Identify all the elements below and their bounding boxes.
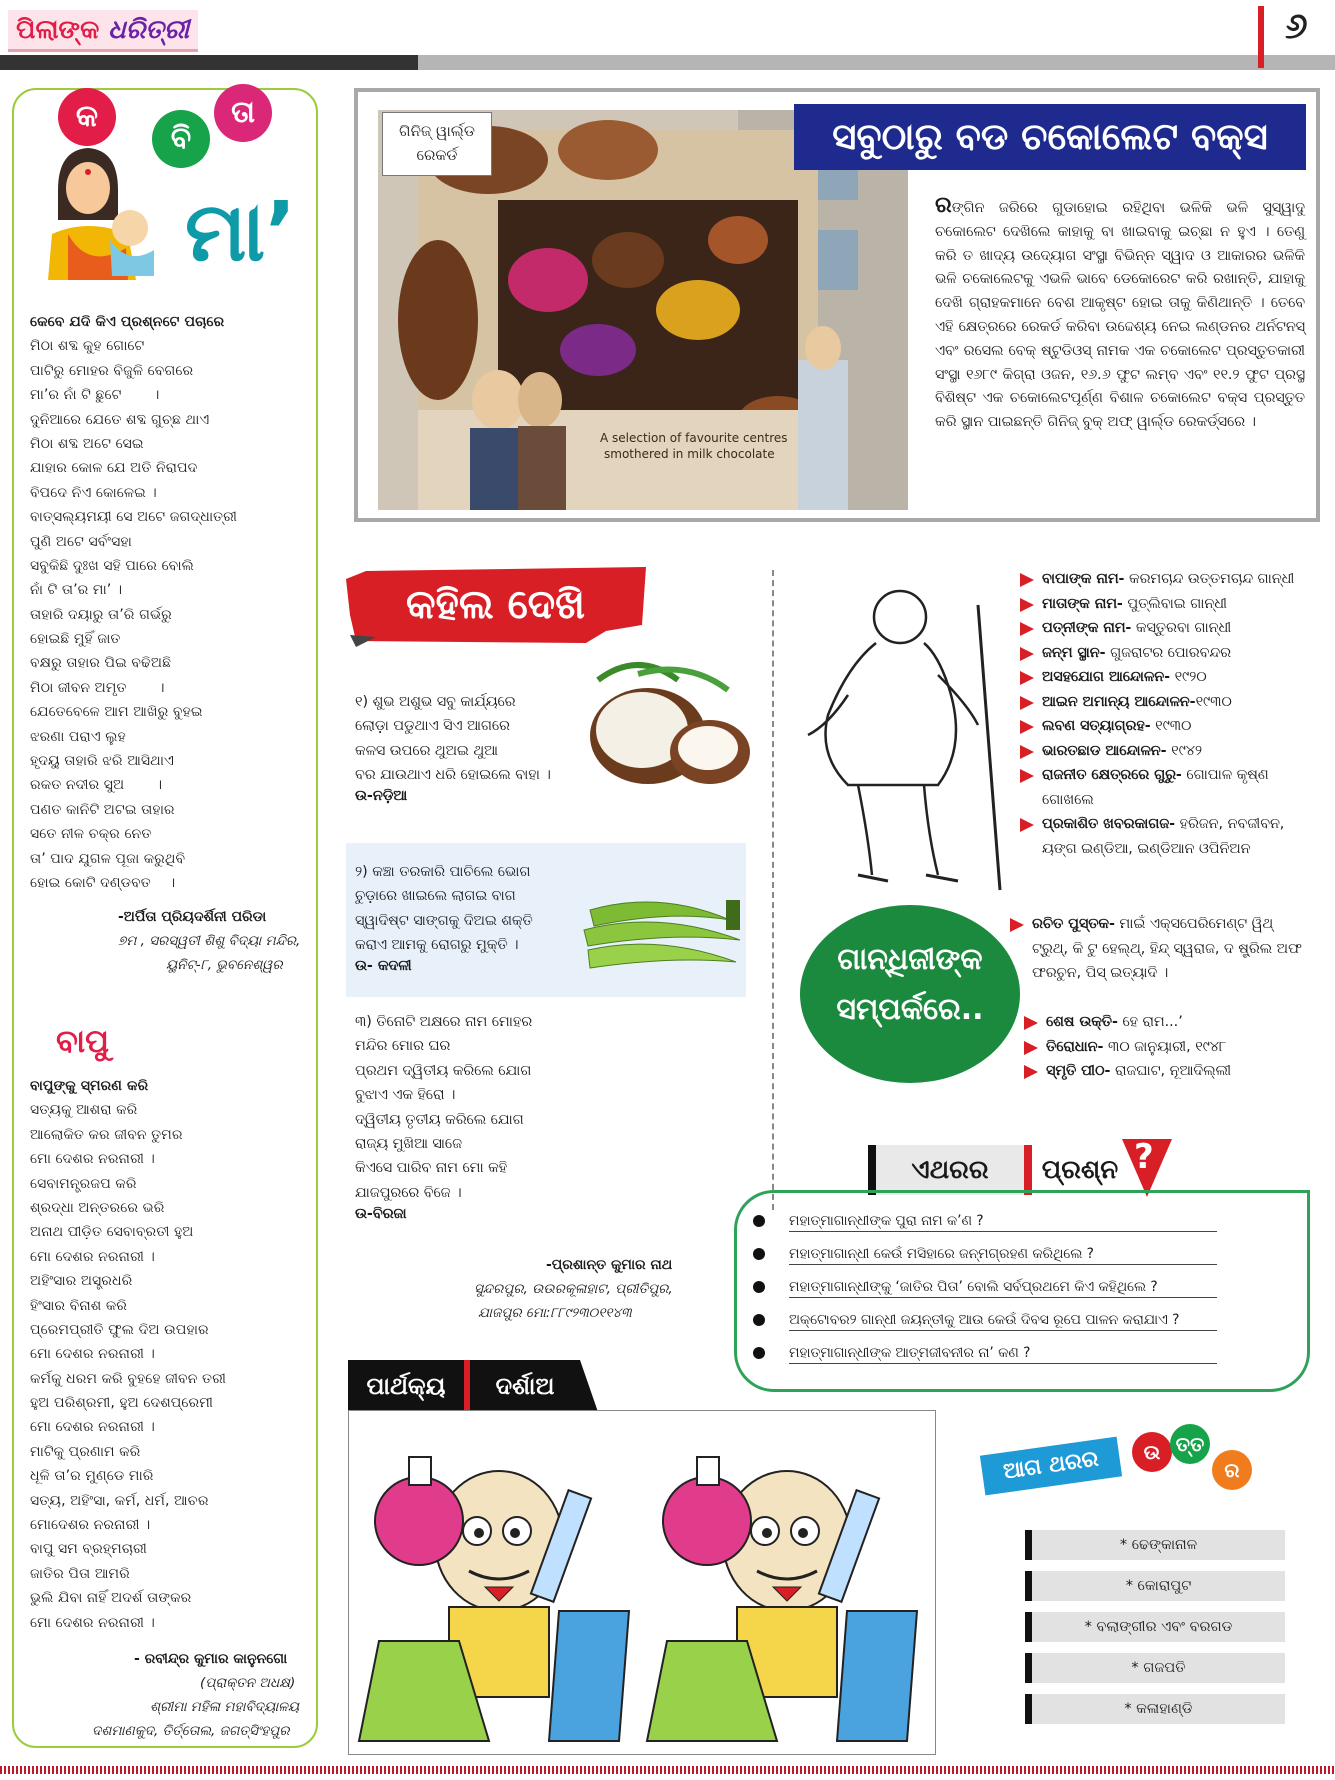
gandhi-circle-line-1: ଗାନ୍ଧିଜୀଙ୍କ xyxy=(837,942,983,977)
gandhi-fact-label: ଭାରତଛାଡ ଆନ୍ଦୋଳନ- xyxy=(1042,742,1167,759)
poem-bapu-body xyxy=(30,1074,226,1635)
poem-ma-line: ମିଠା ଜୀବନ ଅମୃତ । xyxy=(30,679,165,696)
bullet-icon xyxy=(753,1314,765,1326)
poem-ma-body xyxy=(30,310,237,895)
gandhi-fact-value: ଗୋପାଳ କୃଷ୍ଣ ଗୋଖଲେ xyxy=(1042,767,1269,808)
red-arrow-icon xyxy=(1020,622,1034,636)
riddle-3 xyxy=(355,1010,532,1205)
poem-ma-line: କେବେ ଯଦି କିଏ ପ୍ରଶ୍ନଟେ ପଚାରେ xyxy=(30,314,225,330)
poem-ma-line: ତାହାରି ଦୟାରୁ ତା’ରି ଗର୍ଭରୁ xyxy=(30,606,172,623)
scientist-illustrations xyxy=(349,1411,937,1756)
gandhi-fact-value: ୧୯୩୦ xyxy=(1195,693,1232,710)
poem-bapu-line: ଶ୍ରଦ୍ଧା ଅନ୍ତରରେ ଭରି xyxy=(30,1199,165,1216)
answers-circle-2: ତ୍ତ xyxy=(1170,1424,1210,1464)
poem-bapu-line: ମୋ ଦେଶର ନରନାରୀ । xyxy=(30,1614,155,1631)
quiz-question: ଅକ୍ଟୋବର୨ ଗାନ୍ଧୀ ଜୟନ୍ତୀକୁ ଆଉ କେଉଁ ଦିବସ ରୂପେ ପାଳନ କରାଯାଏ ? xyxy=(789,1310,1217,1331)
riddle-2 xyxy=(355,860,533,958)
poem-bapu-line: ଆଲୋକିତ କର ଜୀବନ ତୁମର xyxy=(30,1126,183,1143)
answer-item: * କଳାହାଣ୍ଡି xyxy=(1025,1694,1285,1724)
gandhi-fact-item xyxy=(1024,1059,1314,1084)
gandhi-fact-item xyxy=(1020,714,1310,739)
gandhi-fact-label: ଅସହଯୋଗ ଆନ୍ଦୋଳନ- xyxy=(1042,669,1171,685)
gandhi-fact-label: ପ୍ରକାଶିତ ଖବରକାଗଜ- xyxy=(1042,816,1176,832)
poem-ma-line: ବାତ୍ସଲ୍ୟମୟୀ ସେ ଅଟେ ଜଗଦ୍ଧାତ୍ରୀ xyxy=(30,509,238,526)
red-arrow-icon xyxy=(1020,647,1034,661)
r1-line: ବର ଯାଉଥାଏ ଧରି ହୋଇଲେ ବାହା । xyxy=(355,767,551,784)
poem-bapu-author: - ରବୀନ୍ଦ୍ର କୁମାର କାନୁନଗୋ xyxy=(134,1651,288,1667)
poem-ma-line: ହୃଦୟୁ ତାହାରି ଝରି ଆସିଥାଏ xyxy=(30,753,174,770)
bullet-icon xyxy=(753,1215,765,1227)
gandhi-fact-label: ରଚିତ ପୁସ୍ତକ- xyxy=(1032,916,1115,932)
gandhi-fact-value: ହେ ରାମ...’ xyxy=(1117,1014,1183,1030)
gandhi-fact-item xyxy=(1020,665,1310,690)
gandhi-fact-value: ୩୦ ଜାନୁୟାରୀ, ୧୯୪୮ xyxy=(1103,1038,1227,1055)
guinness-tag-line-1: ଗିନିଜ୍ ୱାର୍ଲ୍ଡ xyxy=(399,122,475,140)
red-arrow-icon xyxy=(1020,720,1034,734)
riddle-banner xyxy=(346,565,650,647)
poem-ma-line: ହୋଇଛି ମୁହିଁ ଜାତ xyxy=(30,631,121,648)
quiz-question: ମହାତ୍ମାଗାନ୍ଧୀ କେଉଁ ମସିହାରେ ଜନ୍ମଗ୍ରହଣ କରିଥିଲେ ? xyxy=(789,1244,1217,1265)
gandhi-fact-value: ରାଜଘାଟ, ନୂଆଦିଲ୍ଲୀ xyxy=(1110,1063,1232,1079)
poem-bapu-line: ହିଂସାର ବିନାଶ କରି xyxy=(30,1297,128,1314)
poem-title-ma: ମା’ xyxy=(185,185,297,280)
gandhi-fact-label: ବାପାଙ୍କ ନାମ- xyxy=(1042,571,1125,587)
poem-bapu-line: ସତ୍ୟ, ଅହିଂସା, କର୍ମ, ଧର୍ମ, ଆଚର xyxy=(30,1492,209,1509)
r1-line: ୧) ଶୁଭ ଅଶୁଭ ସବୁ କାର୍ଯ୍ୟରେ xyxy=(355,694,516,710)
gandhi-fact-value: କରମଚାନ୍ଦ ଉତ୍ତମଚାନ୍ଦ ଗାନ୍ଧୀ xyxy=(1124,571,1295,587)
kabita-letter-1: କ xyxy=(58,88,116,146)
poem-bapu-line: ମୋ ଦେଶର ନରନାରୀ । xyxy=(30,1419,155,1436)
riddle-banner-text: କହିଲ ଦେଖି xyxy=(406,582,586,628)
riddle-1 xyxy=(355,690,551,788)
riddle-author-detail-1: ସୁନ୍ଦରପୁର, ଉଉରକୂଳାହାଟ, ପ୍ରୀତିପୁର, xyxy=(474,1281,673,1297)
quiz-question: ମହାତ୍ମାଗାନ୍ଧୀଙ୍କ ଆତ୍ମଜୀବନୀର ନା’ କଣ ? xyxy=(789,1343,1217,1364)
logo-part-1: ପିଲାଙ୍କ xyxy=(16,15,100,45)
r2-line: ଚୁଡ଼ାରେ ଖାଇଲେ ଲାଗଇ ବାଗ xyxy=(355,888,516,905)
r2-line: କରାଏ ଆମକୁ ରୋଗରୁ ମୁକ୍ତି । xyxy=(355,937,519,954)
r1-line: କଳସ ଉପରେ ଥୁଅଇ ଥୁଆ xyxy=(355,742,498,759)
chocolate-body-text: ଙ୍ଗିନ ଜରିରେ ଗୁଡାହୋଇ ରହିଥିବା ଭଳିକି ଭଳି ସୁସ୍ୱାଦୁ ଚକୋଲେଟ ଦେଖିଲେ କାହାକୁ ବା ଖାଇବାକୁ ଇଚ୍ଛା ନ ହୁଏ । ତେଣୁ କରି ତ ଖାଦ୍ୟ ଉଦ୍ୟୋଗ ସଂସ୍ଥା ବିଭିନ୍ନ ସ୍ୱାଦ ଓ ଆକାରର ଭଳିକି ଭଳି ଚକୋଲେଟକୁ ଏଭଳି ଭାବେ ଡେକୋରେଟ କରି ରଖାନ୍ତି, ଯାହାକୁ ଦେଖି ଗ୍ରାହକମାନେ ବେଶ ଆକୃଷ୍ଟ ହୋଇ ତାକୁ କିଣିଥାନ୍ତି । ତେବେ ଏହି କ୍ଷେତ୍ରରେ ରେକର୍ଡ କରିବା ଉଦ୍ଦେଶ୍ୟ ନେଇ ଲଣ୍ଡନର ଥର୍ନଟନସ୍ ଏବଂ ରସେଲ ବେକ୍ ଷ୍ଟୁଡିଓସ୍ ନାମକ ଏକ ଚକୋଲେଟ ପ୍ରସ୍ତୁତକାରୀ ସଂସ୍ଥା ୧୬୮୯ କିଗ୍ରା ଓଜନ, ୧୬.୬ ଫୁଟ ଲମ୍ବ ଏବଂ ୧୧.୨ ଫୁଟ ପ୍ରସ୍ଥ ବିଶିଷ୍ଟ ଏକ ଚକୋଲେଟପୂର୍ଣ୍ଣ ବିଶାଳ ଚକୋଲେଟ ବକ୍ସ ପ୍ରସ୍ତୁତ କରି ସ୍ଥାନ ପାଇଛନ୍ତି ଗିନିଜ୍ ବୁକ୍ ଅଫ୍ ୱାର୍ଲ୍ଡ ରେକର୍ଡ୍ସରେ । xyxy=(935,200,1305,431)
guinness-record-tag xyxy=(382,112,492,176)
gandhi-fact-label: ଜନ୍ମ ସ୍ଥାନ- xyxy=(1042,644,1106,661)
bullet-icon xyxy=(753,1248,765,1260)
poem-ma-line: ଝରଣା ପରାଏ ଲୁହ xyxy=(30,728,126,745)
answer-item: * କୋରାପୁଟ xyxy=(1025,1571,1285,1601)
poem-ma-line: ମିଠା ଶବ୍ଦ ଅଟେ ସେଇ xyxy=(30,435,144,452)
poem-bapu-line: ଧୂଳି ତା’ର ମୁଣ୍ଡେ ମାରି xyxy=(30,1468,154,1485)
quiz-question: ମହାତ୍ମାଗାନ୍ଧୀଙ୍କୁ ‘ଜାତିର ପିତା’ ବୋଲି ସର୍ବପ୍ରଥମେ କିଏ କହିଥିଲେ ? xyxy=(789,1277,1217,1298)
poem-ma-author-detail-2: ୟୁନିଟ୍-୮, ଭୁବନେଶ୍ୱର xyxy=(166,957,283,973)
riddle-author: -ପ୍ରଶାନ୍ତ କୁମାର ନାଥ xyxy=(546,1257,673,1273)
gandhi-fact-item xyxy=(1020,641,1310,666)
gandhi-fact-item xyxy=(1020,567,1310,592)
guinness-tag-line-2: ରେକର୍ଡ xyxy=(416,146,458,164)
gandhi-fact-item xyxy=(1020,763,1310,812)
r2-line: ସ୍ୱାଦିଷ୍ଟ ସାଙ୍ଗକୁ ଦିଅଇ ଶକ୍ତି xyxy=(355,912,533,929)
quiz-tag-right: ପ୍ରଶ୍ନ xyxy=(1032,1145,1128,1195)
poem-bapu-line: ଭୁଲି ଯିବା ନାହିଁ ଅଦର୍ଶ ତାଙ୍କର xyxy=(30,1590,192,1607)
gandhi-fact-value: ଗୁଜରାଟର ପୋରବନ୍ଦର xyxy=(1105,644,1231,661)
gandhi-fact-item xyxy=(1020,739,1310,764)
gandhi-fact-item xyxy=(1024,1010,1314,1035)
gandhi-fact-item xyxy=(1020,812,1310,861)
gandhi-fact-value: ୧୯୪୨ xyxy=(1166,742,1202,759)
gandhi-facts-bottom xyxy=(1024,1010,1314,1084)
poem-bapu-line: ବାପୁ ସମ ବ୍ରହ୍ମଚାରୀ xyxy=(30,1541,147,1558)
difference-tag-left: ପାର୍ଥକ୍ୟ xyxy=(348,1360,464,1412)
poem-ma-line: ସବୁକିଛି ଦୁଃଖ ସହି ପାରେ ବୋଲି xyxy=(30,557,194,574)
poem-bapu-author-detail-1: (ପ୍ରାକ୍ତନ ଅଧକ୍ଷ) xyxy=(200,1675,296,1691)
r3-line: ବୁଝାଏ ଏକ ହିରୋ । xyxy=(355,1087,456,1104)
red-arrow-icon xyxy=(1020,671,1034,685)
r3-line: ରାଜ୍ୟ ମୁଖିଆ ସାଜେ xyxy=(355,1135,462,1152)
poem-bapu-line: ସେବାମନ୍ତ୍ରଜପ କରି xyxy=(30,1175,137,1192)
bullet-icon xyxy=(753,1347,765,1359)
riddle-2-answer: ଉ- କଦଳୀ xyxy=(355,958,412,974)
poem-bapu-line: ସତ୍ୟକୁ ଆଶରା କରି xyxy=(30,1102,138,1119)
poem-bapu-author-detail-3: ଦଶମାଣକୁଦ, ତିର୍ତ୍ତୋଲ, ଜଗତ୍‌ସିଂହପୁର xyxy=(92,1723,290,1739)
gandhi-fact-value: ୧୯୩୦ xyxy=(1150,718,1192,734)
quiz-questions-box xyxy=(734,1190,1310,1392)
publication-logo xyxy=(8,10,198,52)
difference-tag-right: ଦର୍ଶାଅ xyxy=(495,1372,555,1400)
gandhi-fact-value: ହରିଜନ, ନବଜୀବନ, ୟଙ୍ଗ ଇଣ୍ଡିଆ, ଇଣ୍ଡିଆନ ଓପିନିଅନ xyxy=(1042,816,1285,857)
poem-ma-line: ହୋଇ କୋଟି ଦଣ୍ଡବତ । xyxy=(30,874,176,891)
poem-bapu-line: ମୋ ଦେଶର ନରନାରୀ । xyxy=(30,1346,155,1363)
gandhi-fact-item xyxy=(1010,912,1312,986)
quiz-tag-mark: ? xyxy=(1134,1137,1154,1177)
poem-bapu-line: ବାପୁଙ୍କୁ ସ୍ମରଣ କରି xyxy=(30,1078,149,1094)
spot-the-difference-panel xyxy=(348,1410,936,1755)
poem-bapu-line: ମୋ ଦେଶର ନରନାରୀ । xyxy=(30,1151,155,1168)
chocolate-headline: ସବୁଠାରୁ ବଡ ଚକୋଲେଟ ବକ୍ସ xyxy=(794,104,1306,170)
header-bar-dark xyxy=(0,55,418,70)
red-arrow-icon xyxy=(1024,1016,1038,1030)
gandhi-circle-badge xyxy=(800,905,1020,1083)
drop-cap: ର xyxy=(935,193,952,218)
poem-ma-line: ରକତ ନଦୀର ସୁଅ । xyxy=(30,777,163,794)
poem-ma-line: ତା’ ପାଦ ଯୁଗଳ ପୂଜା କରୁଥିବି xyxy=(30,850,186,867)
answer-item: * ବଲାଙ୍ଗୀର ଏବଂ ବରଗଡ xyxy=(1025,1612,1285,1642)
poem-ma-author: -ଅର୍ପିତା ପ୍ରିୟଦର୍ଶିନୀ ପରିଡା xyxy=(118,909,267,925)
gandhi-fact-item xyxy=(1024,1035,1314,1060)
chocolate-article xyxy=(354,88,1320,522)
header-red-rule xyxy=(1258,6,1264,68)
poem-bapu-line: ମୋ ଦେଶର ନରନାରୀ । xyxy=(30,1248,155,1265)
answers-tag-text: ଆଗ ଥରର xyxy=(980,1437,1122,1496)
poem-bapu-line: ପ୍ରେମପ୍ରୀତି ଫୁଲ ଦିଅ ଉପହାର xyxy=(30,1321,209,1338)
chocolate-article-body xyxy=(935,194,1305,435)
gandhi-fact-label: ଲବଣ ସତ୍ୟାଗ୍ରହ- xyxy=(1042,718,1151,734)
gandhi-fact-label: ପତ୍ନୀଙ୍କ ନାମ- xyxy=(1042,620,1132,636)
gandhi-fact-value: ମାଇଁ ଏକ୍ସପେରିମେଣ୍ଟ ୱିଥ୍ ଟ୍ରୁଥ୍, କି ଟୁ ହେଲ୍ଥ୍, ହିନ୍ଦ୍ ସ୍ୱରାଜ, ଦ ଷ୍ଟ୍ରିଲ ଅଫ ଫରଚୁନ, ପିସ୍ ଇତ୍ୟାଦି । xyxy=(1032,916,1302,981)
quiz-tag-left: ଏଥରର xyxy=(876,1145,1024,1195)
gandhi-fact-value: କସ୍ତୁରବା ଗାନ୍ଧୀ xyxy=(1131,620,1232,636)
poem-bapu-line: ଅନାଥ ପୀଡ଼ିତ ସେବାବ୍ରତୀ ହୁଅ xyxy=(30,1224,194,1241)
poem-ma-line: ବକ୍ଷରୁ ତାହାର ପିଇ ବଢିଅଛି xyxy=(30,655,172,672)
r3-line: ପ୍ରଥମ ଦ୍ୱିତୀୟ କରିଲେ ଯୋଗ xyxy=(355,1062,532,1079)
page-number: ୬ xyxy=(1285,6,1308,47)
poem-ma-line: ମା’ର ନାଁ ଟି ଛୁଟେ । xyxy=(30,387,160,404)
red-arrow-icon xyxy=(1020,598,1034,612)
riddle-3-answer: ଉ-ବିରଜା xyxy=(355,1206,407,1222)
answers-circle-3: ର xyxy=(1212,1450,1252,1490)
gandhi-books-fact xyxy=(1010,912,1312,986)
gandhi-sketch xyxy=(788,575,1014,905)
r1-line: ଲୋଡ଼ା ପଡୁଥାଏ ସିଏ ଆଗରେ xyxy=(355,718,510,735)
gandhi-fact-item xyxy=(1020,592,1310,617)
quiz-tag-rule xyxy=(868,1145,876,1195)
poem-ma-line: ଯାହାର କୋଳ ଯେ ଅତି ନିରାପଦ xyxy=(30,460,198,477)
poem-title-bapu: ବାପୁ xyxy=(56,1022,110,1060)
answer-item: * ଗଜପତି xyxy=(1025,1653,1285,1683)
kabita-letter-3: ତା xyxy=(214,84,272,142)
poem-ma-line: ମିଠା ଶବ୍ଦ କୁହ ଗୋଟେ xyxy=(30,338,145,355)
answer-item: * ଢେଙ୍କାନାଳ xyxy=(1025,1530,1285,1560)
gandhi-facts-list xyxy=(1020,567,1310,861)
bullet-icon xyxy=(753,1281,765,1293)
red-arrow-icon xyxy=(1020,769,1034,783)
poem-ma-line: ଦୁନିଆରେ ଯେତେ ଶବ୍ଦ ଗୁଚ୍ଛ ଥାଏ xyxy=(30,411,210,428)
quiz-tag-divider xyxy=(1024,1145,1032,1195)
header-bar-light xyxy=(418,55,1335,70)
masthead xyxy=(0,0,1335,70)
scientist-left xyxy=(359,1457,629,1741)
red-arrow-icon xyxy=(1020,745,1034,759)
r3-line: ୩) ତିନୋଟି ଅକ୍ଷରେ ନାମ ମୋହର xyxy=(355,1014,533,1030)
poem-bapu-line: ହୁଅ ପରିଶ୍ରମୀ, ହୁଅ ଦେଶପ୍ରେମୀ xyxy=(30,1395,213,1412)
riddle-author-detail-2: ଯାଜପୁର ମୋ:୮୮୯୨୩୦୧୧୪୩ xyxy=(478,1305,632,1321)
photo-caption-line-2: smothered in milk chocolate xyxy=(604,447,775,461)
red-arrow-icon xyxy=(1020,573,1034,587)
gandhi-fact-label: ଶେଷ ଉକ୍ତି- xyxy=(1046,1014,1118,1030)
gandhi-circle-line-2: ସମ୍ପର୍କରେ.. xyxy=(836,992,984,1027)
gandhi-fact-item xyxy=(1020,616,1310,641)
scientist-right xyxy=(647,1457,917,1741)
logo-part-2: ଧରିତ୍ରୀ xyxy=(108,15,190,45)
r3-line: କିଏସେ ପାରିବ ନାମ ମୋ କହି xyxy=(355,1160,508,1177)
poem-ma-author-detail-1: ୭ମ , ସରସ୍ୱତୀ ଶିଶୁ ବିଦ୍ୟା ମନ୍ଦିର, xyxy=(118,933,301,949)
mother-child-illustration xyxy=(28,130,168,280)
footer-rule xyxy=(0,1766,1335,1774)
photo-caption-line-1: A selection of favourite centres xyxy=(600,431,788,445)
r2-line: ୨) କଞ୍ଚା ତରକାରି ପାଚିଲେ ଭୋଗ xyxy=(355,864,531,880)
answers-circle-1: ଉ xyxy=(1132,1432,1172,1472)
gandhi-fact-value: ୧୯୨୦ xyxy=(1170,669,1207,685)
poem-bapu-line: ମୋଦେଶର ନରନାରୀ । xyxy=(30,1517,151,1534)
gandhi-fact-label: ଆଇନ ଅମାନ୍ୟ ଆନ୍ଦୋଳନ- xyxy=(1042,693,1196,710)
r3-line: ଦ୍ୱିତୀୟ ତୃତୀୟ କରିଲେ ଯୋଗ xyxy=(355,1111,524,1128)
red-arrow-icon xyxy=(1020,818,1034,832)
green-banana-image xyxy=(580,880,746,986)
r3-line: ମନ୍ଦିର ମୋର ଘର xyxy=(355,1038,451,1055)
poem-bapu-line: ମାଟିକୁ ପ୍ରଣାମ କରି xyxy=(30,1443,141,1460)
red-arrow-icon xyxy=(1010,918,1024,932)
riddle-1-answer: ଉ-ନଡ଼ିଆ xyxy=(355,788,408,804)
red-arrow-icon xyxy=(1020,696,1034,710)
poem-ma-line: ଯେତେବେଳେ ଆମ ଆଖିରୁ ବୁହଇ xyxy=(30,704,203,721)
poem-bapu-line: ଅହିଂସାର ଅସ୍ତ୍ରଧରି xyxy=(30,1273,133,1290)
red-arrow-icon xyxy=(1024,1041,1038,1055)
poem-bapu-line: ଜାତିର ପିତା ଆମରି xyxy=(30,1565,130,1582)
gandhi-fact-label: ରାଜନୀତ କ୍ଷେତ୍ରରେ ଗୁରୁ- xyxy=(1042,767,1182,783)
poem-ma-line: ପଣତ କାନିଟି ଅଟଇ ତାହାର xyxy=(30,801,175,818)
poem-ma-line: ନାଁ ଟି ତା’ର ମା’ । xyxy=(30,582,123,599)
r3-line: ଯାଜପୁରରେ ବିଜେ । xyxy=(355,1184,462,1201)
coconut-image xyxy=(578,660,754,788)
red-arrow-icon xyxy=(1024,1065,1038,1079)
gandhi-fact-label: ସ୍ମୃତି ପୀଠ- xyxy=(1046,1063,1111,1079)
poem-ma-line: ବିପଦେ ନିଏ କୋଳେଇ । xyxy=(30,484,157,501)
gandhi-fact-label: ତିରୋଧାନ- xyxy=(1046,1038,1104,1055)
poem-bapu-author-detail-2: ଶ୍ରୀମା ମହିଳା ମହାବିଦ୍ୟାଳୟ xyxy=(150,1699,300,1715)
gandhi-fact-label: ମାତାଙ୍କ ନାମ- xyxy=(1042,595,1123,612)
gandhi-fact-item xyxy=(1020,690,1310,715)
poem-ma-line: ପାଟିରୁ ମୋହର ବିଜୁଳି ବେଗରେ xyxy=(30,362,194,379)
quiz-question: ମହାତ୍ମାଗାନ୍ଧୀଙ୍କ ପୁରା ନାମ କ’ଣ ? xyxy=(789,1211,1217,1232)
gandhi-fact-value: ପୁତ୍ଲିବାଇ ଗାନ୍ଧୀ xyxy=(1122,595,1228,612)
poem-ma-line: ପୁଣି ଅଟେ ସର୍ବଂସହା xyxy=(30,533,132,550)
kabita-letter-2: ବି xyxy=(152,110,210,168)
column-divider xyxy=(772,570,774,1210)
poem-bapu-line: କର୍ମକୁ ଧରମ କରି ବୁହହେ ଜୀବନ ତରୀ xyxy=(30,1370,226,1387)
poem-ma-line: ସତେ ନୀଳ ଚକ୍ର ନେତ xyxy=(30,826,152,843)
